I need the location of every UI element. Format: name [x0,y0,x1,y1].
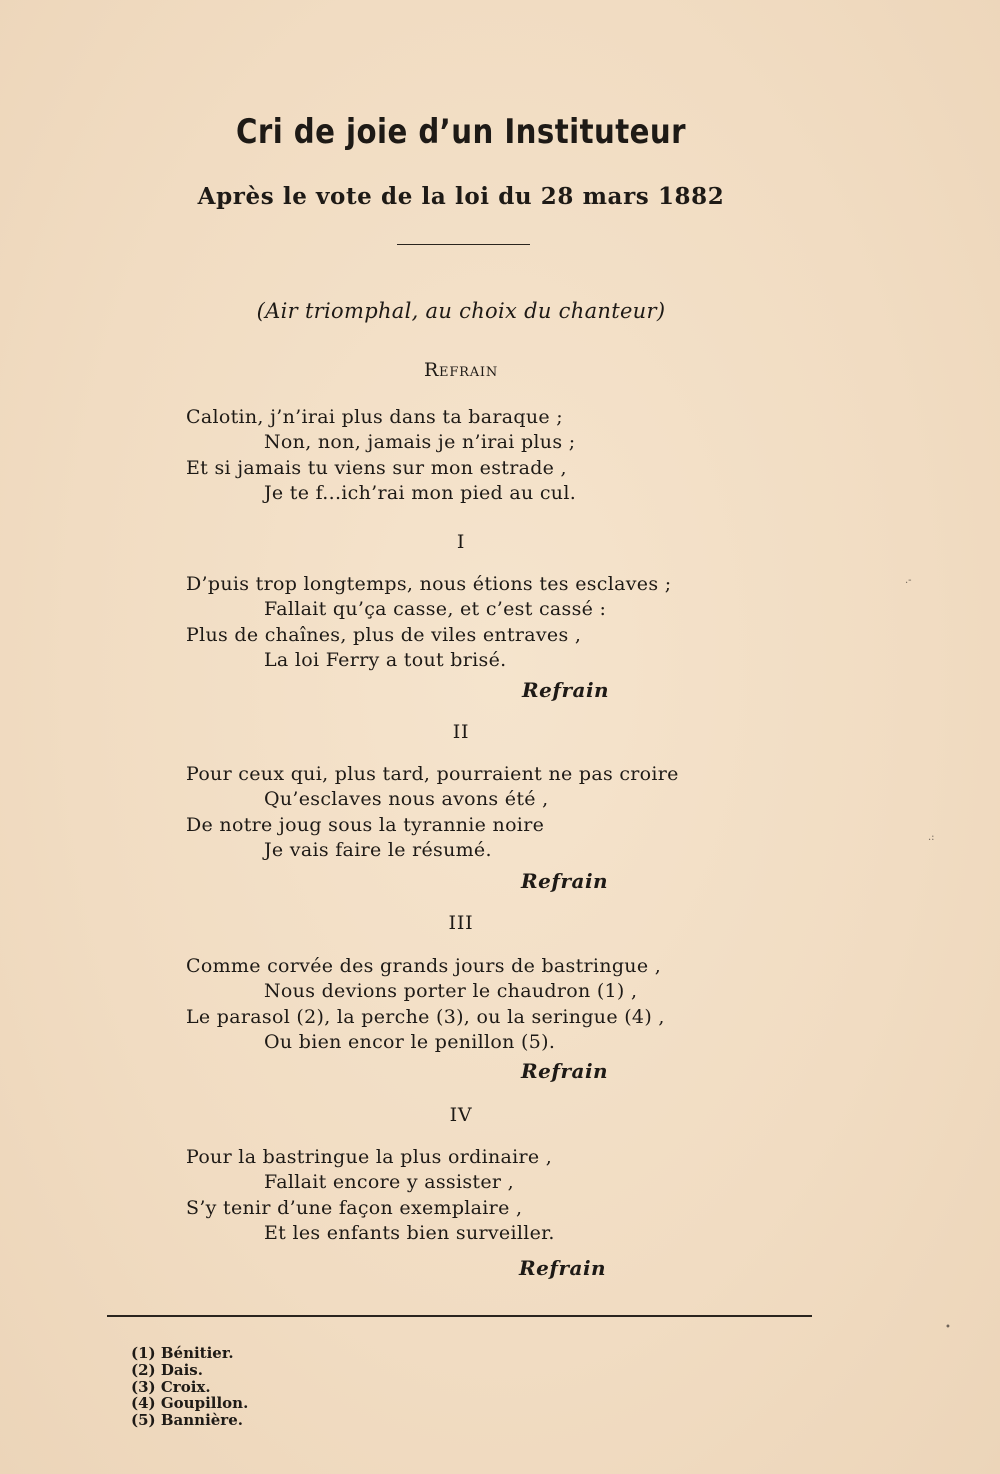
verse-line: Le parasol (2), la perche (3), ou la seringue (4) , [186,1005,665,1028]
verse-line: Fallait encore y assister , [264,1171,514,1194]
poem-title: Cri de joie d’un Instituteur [235,112,686,152]
verse-line: Fallait qu’ça casse, et c’est cassé : [264,598,607,621]
stanza-1 [186,572,746,673]
refrain-label: Refrain [519,1256,607,1280]
verse-line: Je vais faire le résumé. [264,838,492,861]
paper-speck: .- [905,575,912,586]
refrain-heading: Refrain [423,359,499,381]
verse-line: Nous devions porter le chaudron (1) , [264,980,638,1003]
verse-line: Pour ceux qui, plus tard, pourraient ne pas croire [186,763,679,785]
verse-line: Et si jamais tu viens sur mon estrade , [186,456,567,479]
footnote-divider [107,1315,812,1317]
verse-line: D’puis trop longtemps, nous étions tes esclaves ; [186,573,672,595]
footnote: (1) Bénitier. [131,1344,234,1362]
verse-line: Calotin, j’n’irai plus dans ta baraque ; [186,406,563,428]
verse-line: De notre joug sous la tyrannie noire [186,813,545,836]
title-divider [397,244,530,245]
verse-line: Comme corvée des grands jours de bastringue , [186,955,662,977]
verse-line: Ou bien encor le penillon (5). [264,1030,556,1053]
footnote: (4) Goupillon. [131,1394,249,1413]
verse-line: Qu’esclaves nous avons été , [264,788,549,811]
tune-indication: (Air triomphal, au choix du chanteur) [256,299,666,323]
footnotes [131,1345,248,1429]
stanza-numeral: III [448,912,474,934]
footnote: (3) Croix. [131,1377,211,1396]
refrain-label: Refrain [521,1059,609,1083]
paper-speck: • [945,1322,951,1333]
stanza-numeral: II [452,721,470,743]
verse-line: S’y tenir d’une façon exemplaire , [186,1196,523,1219]
footnote: (5) Bannière. [131,1411,243,1430]
refrain-label: Refrain [521,869,609,893]
stanza-numeral: I [456,531,466,553]
footnote: (2) Dais. [131,1360,203,1379]
stanza-numeral: IV [449,1104,473,1126]
refrain-label: Refrain [522,678,610,702]
verse-line: Plus de chaînes, plus de viles entraves , [186,623,582,646]
paper-speck: .: [928,832,935,843]
stanza-4 [186,1145,746,1246]
verse-line: La loi Ferry a tout brisé. [264,648,507,671]
verse-line: Pour la bastringue la plus ordinaire , [186,1146,553,1168]
verse-line: Je te f...ich’rai mon pied au cul. [264,481,577,504]
stanza-2 [186,762,746,863]
poem-subtitle: Après le vote de la loi du 28 mars 1882 [197,183,725,210]
refrain-stanza [186,405,746,506]
verse-line: Et les enfants bien surveiller. [264,1221,555,1244]
stanza-3 [186,954,746,1055]
verse-line: Non, non, jamais je n’irai plus ; [264,431,576,454]
